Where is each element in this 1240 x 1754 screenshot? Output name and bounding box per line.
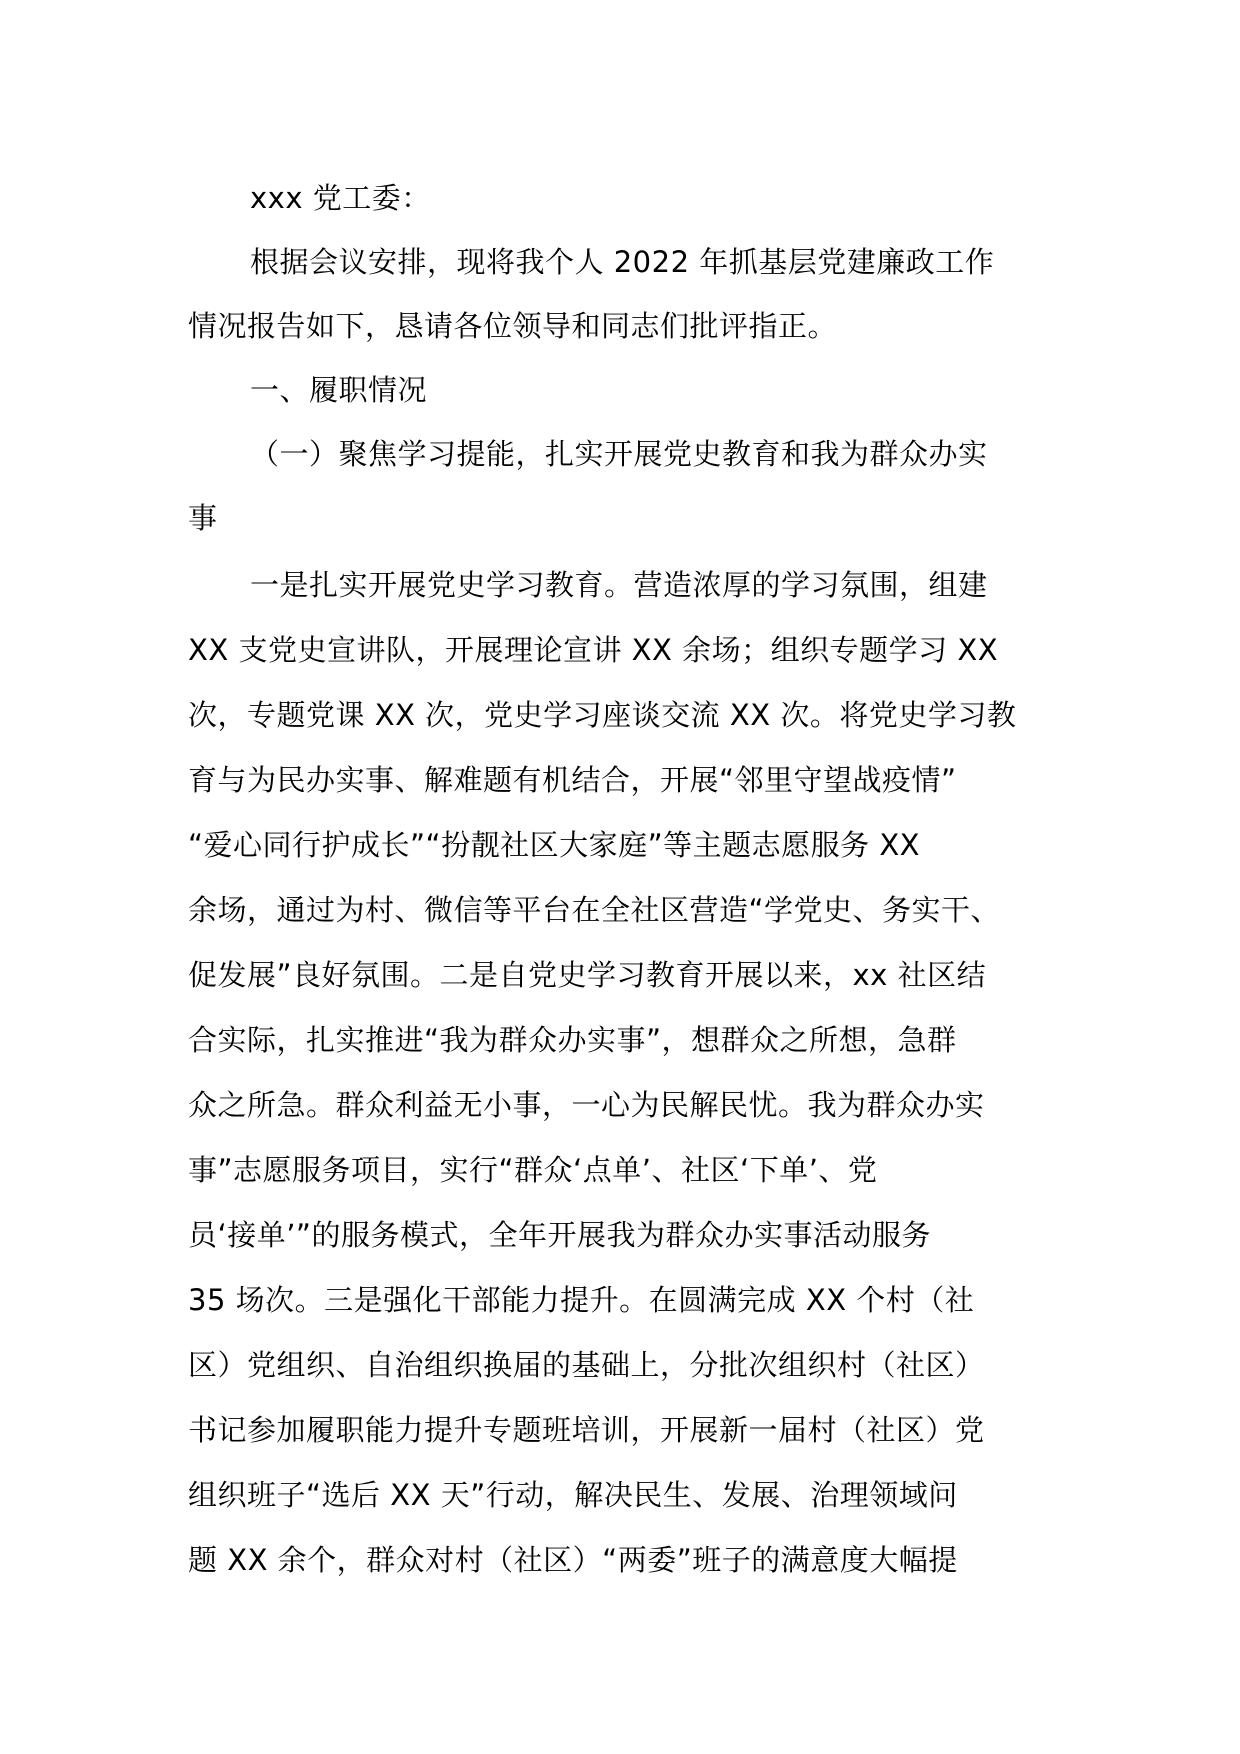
body-line: 35 场次。三是强化干部能力提升。在圆满完成 XX 个村（社 [188,1283,975,1317]
intro-line: 根据会议安排，现将我个人 2022 年抓基层党建廉政工作 [250,245,995,279]
body-line: 组织班子“选后 XX 天”行动，解决民生、发展、治理领域问 [188,1478,958,1512]
body-line: “爱心同行护成长”“扮靓社区大家庭”等主题志愿服务 XX [188,828,921,862]
intro-line: 情况报告如下，恳请各位领导和同志们批评指正。 [188,309,838,343]
body-line: 余场，通过为村、微信等平台在全社区营造“学党史、务实干、 [188,893,1001,927]
body-line: 事”志愿服务项目，实行“群众‘点单’、社区‘下单’、党 [188,1153,878,1187]
body-line: 育与为民办实事、解难题有机结合，开展“邻里守望战疫情” [188,763,957,797]
subsection-heading: 事 [188,501,218,535]
body-line: XX 支党史宣讲队，开展理论宣讲 XX 余场；组织专题学习 XX [188,633,999,667]
body-line: 众之所急。群众利益无小事，一心为民解民忧。我为群众办实 [188,1088,985,1122]
body-line: 促发展”良好氛围。二是自党史学习教育开展以来，xx 社区结 [188,958,987,992]
salutation: xxx 党工委： [250,181,431,215]
section-heading: 一、履职情况 [250,373,428,407]
body-line: 区）党组织、自治组织换届的基础上，分批次组织村（社区） [188,1348,985,1382]
body-line: 员‘接单’”的服务模式，全年开展我为群众办实事活动服务 [188,1218,931,1252]
body-line: 合实际，扎实推进“我为群众办实事”，想群众之所想，急群 [188,1023,957,1057]
body-line: 书记参加履职能力提升专题班培训，开展新一届村（社区）党 [188,1413,985,1447]
body-line: 次，专题党课 XX 次，党史学习座谈交流 XX 次。将党史学习教 [188,698,1017,732]
body-line: 题 XX 余个，群众对村（社区）“两委”班子的满意度大幅提 [188,1543,958,1577]
body-line: 一是扎实开展党史学习教育。营造浓厚的学习氛围，组建 [250,568,988,602]
subsection-heading: （一）聚焦学习提能，扎实开展党史教育和我为群众办实 [250,437,988,471]
